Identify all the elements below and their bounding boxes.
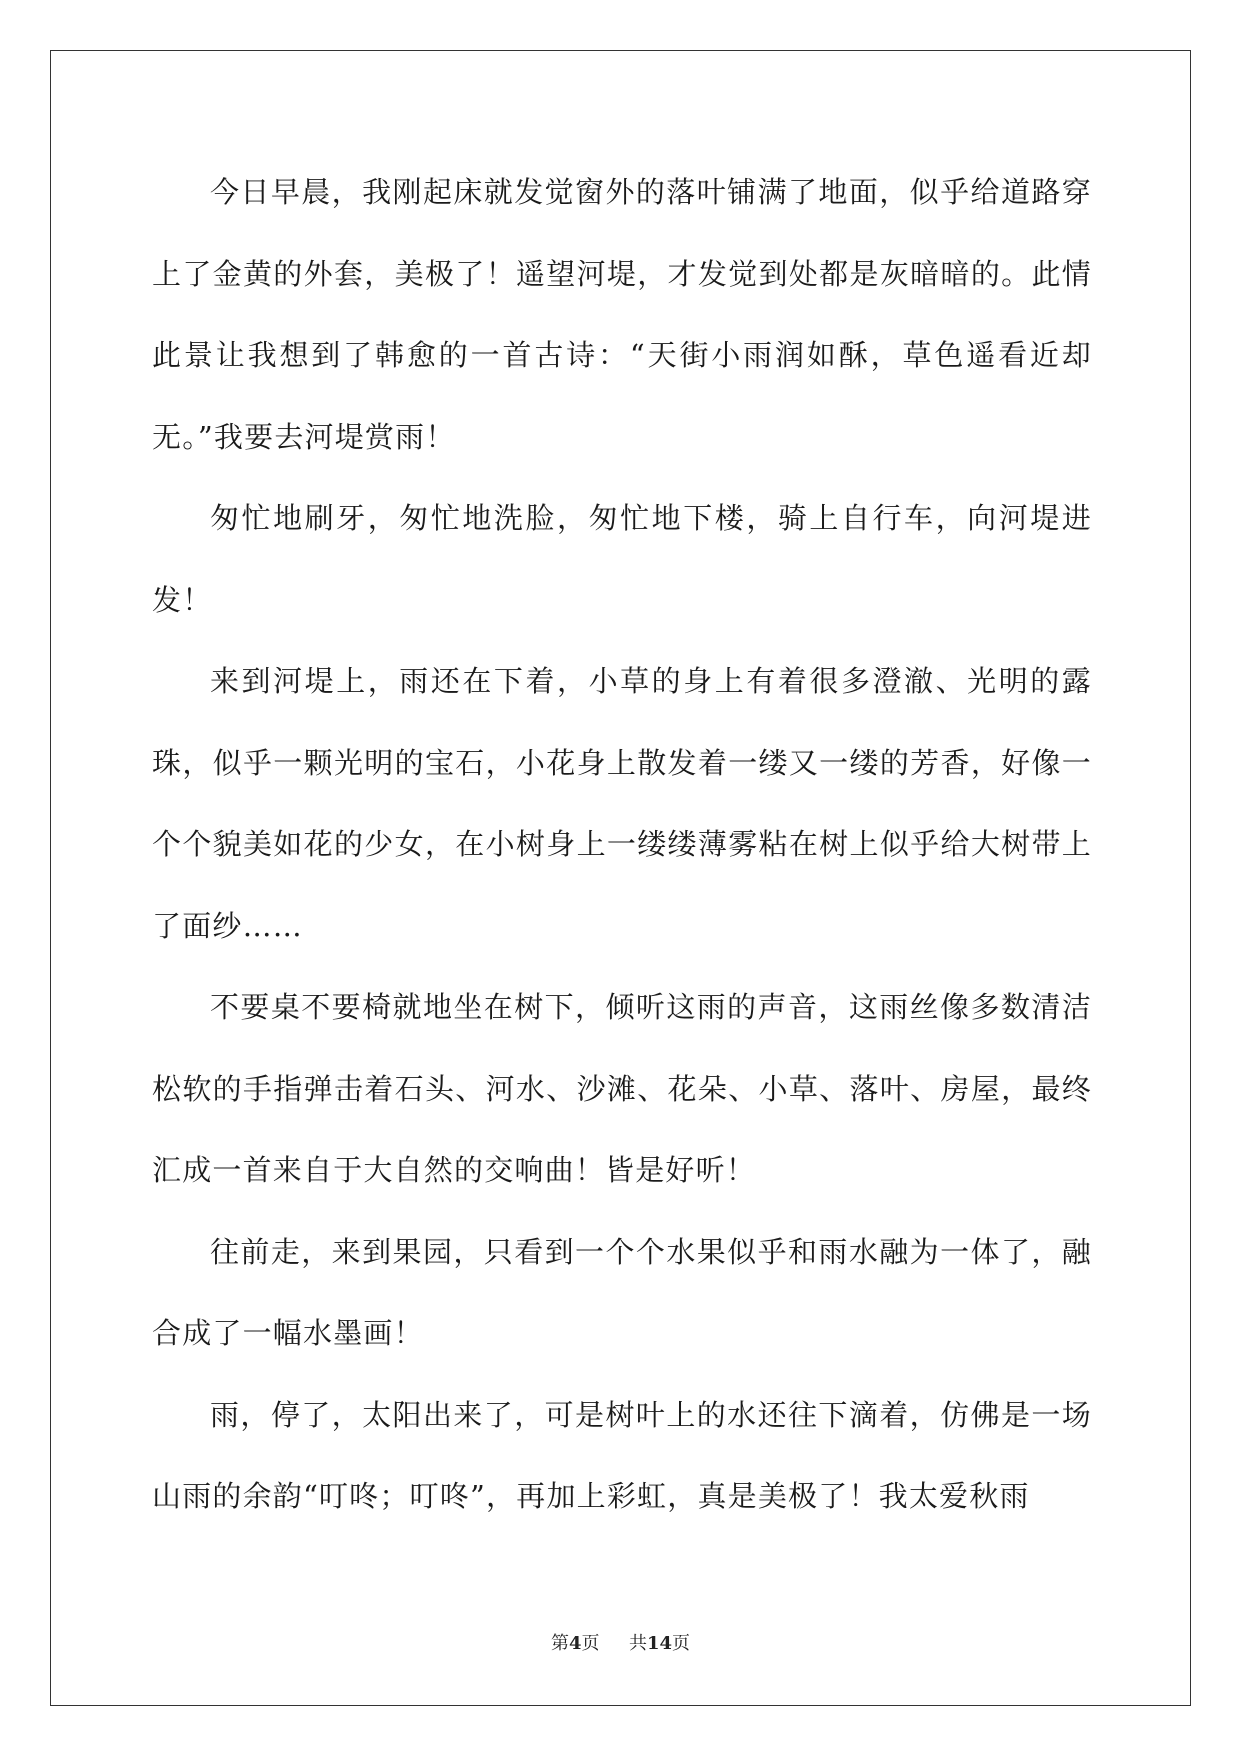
total-suffix: 页 — [672, 1633, 691, 1654]
paragraph-2: 匆忙地刷牙，匆忙地洗脸，匆忙地下楼，骑上自行车，向河堤进发！ — [152, 501, 1092, 617]
paragraph-5: 往前走，来到果园，只看到一个个水果似乎和雨水融为一体了，融合成了一幅水墨画！ — [152, 1234, 1092, 1350]
paragraph-3: 来到河堤上，雨还在下着，小草的身上有着很多澄澈、光明的露珠，似乎一颗光明的宝石，小花身上散发着一缕又一缕的芳香，好像一个个貌美如花的少女，在小树身上一缕缕薄雾粘在树上似乎给大树带上了面纱…… — [152, 664, 1092, 943]
document-body — [152, 152, 1092, 1538]
paragraph-1: 今日早晨，我刚起床就发觉窗外的落叶铺满了地面，似乎给道路穿上了金黄的外套，美极了！遥望河堤，才发觉到处都是灰暗暗的。此情此景让我想到了韩愈的一首古诗：“天街小雨润如酥，草色遥看近却无。”我要去河堤赏雨！ — [152, 175, 1092, 454]
total-pages: 14 — [646, 1633, 673, 1654]
page-suffix: 页 — [581, 1633, 600, 1654]
total-pages-indicator — [629, 1629, 690, 1655]
page-prefix: 第 — [550, 1633, 569, 1654]
paragraph-6: 雨，停了，太阳出来了，可是树叶上的水还往下滴着，仿佛是一场山雨的余韵“叮咚；叮咚”，再加上彩虹，真是美极了！我太爱秋雨 — [152, 1397, 1092, 1513]
page-indicator — [551, 1629, 600, 1655]
paragraph-4: 不要桌不要椅就地坐在树下，倾听这雨的声音，这雨丝像多数清洁松软的手指弹击着石头、河水、沙滩、花朵、小草、落叶、房屋，最终汇成一首来自于大自然的交响曲！皆是好听！ — [152, 990, 1092, 1187]
total-prefix: 共 — [628, 1633, 647, 1654]
page-number: 4 — [568, 1633, 582, 1654]
page-footer — [0, 1629, 1241, 1655]
